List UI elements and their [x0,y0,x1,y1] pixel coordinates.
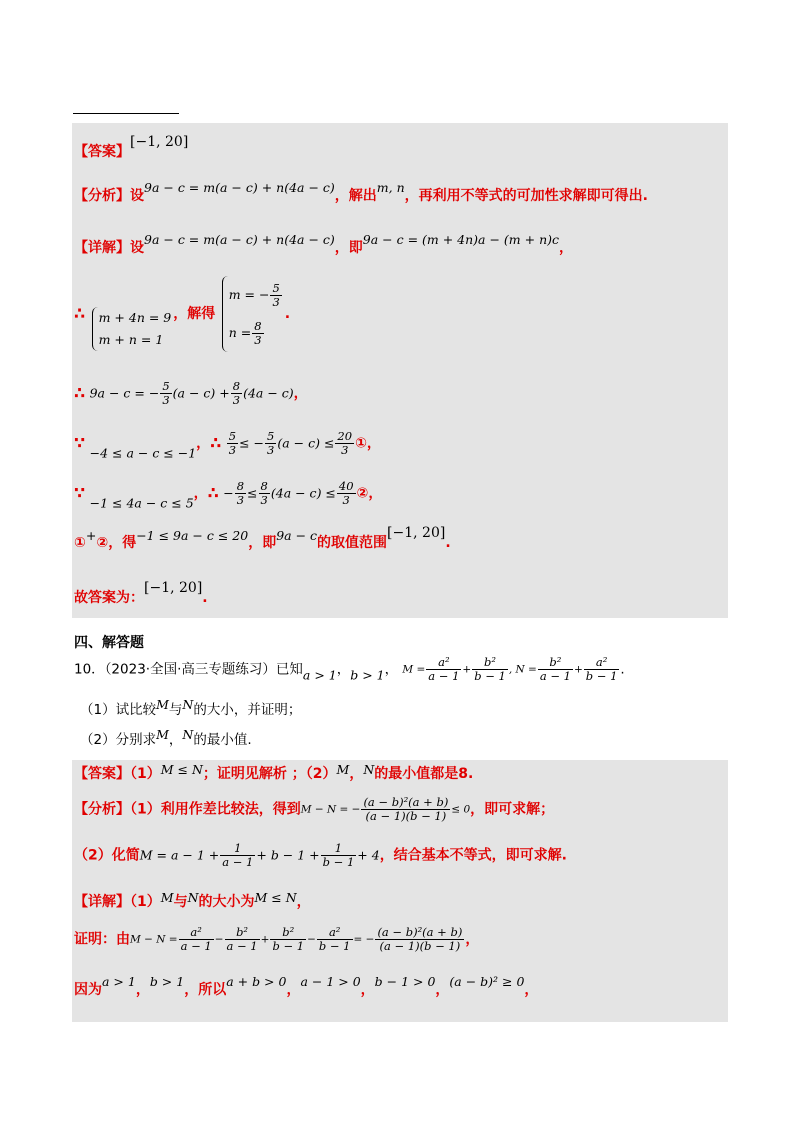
q10-analysis2-b: ，结合基本不等式，即可求解. [379,847,568,864]
section-title: 四、解答题 [74,635,144,651]
q10-analysis2-f2-den: b − 1 [322,855,355,869]
footnote-rule [73,113,179,114]
sol-n-den: 3 [254,333,262,347]
q10-proof-a: 证明：由 [74,931,130,948]
equation-system [92,307,172,351]
ineq2-mark: ②， [356,485,383,502]
q10-because-b: ，所以 [184,982,227,998]
q10-analysis1-a: （1）利用作差比较法，得到 [130,801,301,818]
express-f1-den: 3 [162,393,170,407]
q10-analysis1-num: (a − b)²(a + b) [363,795,449,809]
question-end: . [620,661,625,678]
q10-answer-rel: M ≤ N [160,762,203,777]
express-f1-num: 5 [162,379,170,393]
part2-text-b: ， [168,732,183,748]
therefore-symbol: ∴ [210,433,222,453]
q10-proof-fraction-4 [317,926,353,953]
q10-proof-f3-num: b² [270,926,306,940]
ineq2-fraction-2 [259,480,270,507]
question-M-f1-num: a² [426,656,461,670]
question-N-fraction-2 [584,656,620,683]
q10-proof-f4-num: a² [317,926,353,940]
therefore-symbol: ∴ [74,304,86,323]
q10-analysis2-f1-num: 1 [220,842,255,856]
sum-mid: ，即 [248,535,277,551]
sol-n-fraction [252,320,263,347]
q10-analysis-label: 【分析】 [74,801,130,818]
question-M-fraction-2 [472,656,508,683]
inequality-1-line [74,430,381,464]
final-period: . [202,590,208,606]
q10-analysis2-fraction-1 [220,842,255,869]
ineq2-fraction-3 [337,480,356,507]
q10-answer-line [74,764,473,784]
ineq2-f2-num: 8 [260,479,268,493]
q10-because-c5: b − 1 > 0 [374,974,436,989]
q10-because-c1: a > 1 [102,974,136,989]
q10-because-c4: a − 1 > 0 [300,974,361,989]
question-number: 10． [74,661,105,678]
question-N-f1-num: b² [538,656,573,670]
part1-text-c: 的大小，并证明； [193,702,302,718]
system-period: . [284,306,291,322]
final-value: [−1, 20] [144,580,203,596]
question-M-f2-num: b² [472,656,508,670]
q10-proof-m3: − [307,933,316,946]
ineq1-f3-den: 3 [341,443,349,457]
express-line [74,380,308,407]
question-M-left: M = [402,663,426,676]
sol-m-left: m = − [228,287,270,302]
question-M-fraction-1 [426,656,461,683]
q10-proof-f2-num: b² [225,926,260,940]
ineq1-f1-num: 5 [228,429,237,443]
ineq1-f2-den: 3 [267,443,275,457]
question-N-plus: + [573,663,583,676]
q10-because-s3: ， [286,982,301,998]
q10-because-c6: (a − b)² ≥ 0 [449,974,525,989]
sum-plus: + [85,528,97,543]
q10-analysis1-right: ≤ 0 [451,803,471,816]
ineq2-given: −1 ≤ 4a − c ≤ 5 [89,495,194,511]
q10-detail-c: 的大小为 [198,894,255,910]
part1-N: N [182,697,194,712]
q10-proof-m2: + [260,933,270,946]
question-source: （2023·全国·高三专题练习）已知 [104,661,303,678]
q10-answer-sep: ， [349,766,364,782]
q10-because-line [74,974,539,1000]
ineq1-mid: ≤ − [239,435,265,451]
q10-proof-left: M − N = [130,933,178,946]
final-answer-line [74,580,208,608]
question-stem [74,656,625,686]
ineq2-f3-num: 40 [338,479,354,493]
part2-M: M [156,727,169,742]
analysis-mid: ，解出 [334,188,377,204]
q10-proof-m1: − [214,933,224,946]
q10-answer-p2b: 的最小值都是8. [374,766,474,782]
express-comma: ， [293,385,308,402]
detail-formula-2: 9a − c = (m + 4n)a − (m + n)c [362,232,560,247]
part2-text-c: 的最小值. [193,732,252,748]
analysis-label: 【分析】 [74,188,130,204]
q10-answer-N: N [363,762,375,777]
sum-prefix: ① [74,535,86,551]
q10-detail-N: N [187,890,199,905]
question-sep: ， [336,661,351,678]
q10-because-a: 因为 [74,982,102,998]
solution-system [222,276,283,352]
because-symbol: ∵ [74,483,86,503]
q10-because-s4: ， [360,982,375,998]
q10-analysis2-mid: + b − 1 + [256,847,320,863]
q10-answer-p1b: ；证明见解析 ；（2） [202,766,337,782]
part1-text-b: 与 [168,702,183,718]
ineq1-given: −4 ≤ a − c ≤ −1 [89,445,197,461]
detail-end: ， [559,240,574,256]
q10-analysis1-den: (a − 1)(b − 1) [365,809,447,823]
q10-answer-p1: （1） [130,766,161,782]
detail-formula-1: 9a − c = m(a − c) + n(4a − c) [144,232,335,247]
ineq1-fraction-2 [265,430,276,457]
sum-suffix: 的取值范围 [317,535,388,551]
q10-detail-label: 【详解】 [74,894,130,910]
question-M-plus: + [462,663,472,676]
ineq1-f3-num: 20 [337,429,353,443]
q10-detail-b: 与 [173,894,188,910]
ineq2-f3-den: 3 [342,493,350,507]
answer-value: [−1, 20] [130,134,189,150]
q10-proof-fraction-3 [270,926,306,953]
q10-proof-f5-num: (a − b)²(a + b) [377,925,463,939]
system-line [74,276,290,352]
q10-because-end: ， [524,982,539,998]
q10-analysis1-fraction [361,796,450,823]
q10-proof-fraction-5 [375,926,464,953]
sum-formula: −1 ≤ 9a − c ≤ 20 [136,528,249,543]
ineq1-comma: ， [196,435,211,452]
question-cond-b: b > 1 [350,667,385,683]
ineq1-mark: ①， [355,435,381,452]
question-sep: ， [384,661,399,678]
q10-analysis2-left: M = a − 1 + [139,847,220,863]
ineq2-f1-num: 8 [236,479,245,493]
q10-analysis2-f2-num: 1 [321,842,357,856]
q10-proof-f4-den: b − 1 [318,939,351,953]
q10-answer-M: M [336,762,350,777]
express-right: (4a − c) [243,385,294,401]
q10-analysis2-f1-den: a − 1 [222,855,254,869]
sum-line [74,525,451,553]
question-N-f2-den: b − 1 [585,669,618,683]
ineq2-mid: ≤ [247,485,258,501]
sol-m-num: 5 [272,281,280,295]
final-label: 故答案为： [74,590,144,606]
q10-because-c2: b > 1 [149,974,185,989]
part1-text-a: （1）试比较 [80,702,157,718]
therefore-symbol: ∴ [207,483,219,503]
question-part-2 [80,727,252,750]
sum-range: [−1, 20] [387,525,446,541]
q10-proof-fraction-1 [179,926,214,953]
analysis-line [74,180,648,206]
sol-n-left: n = [228,325,252,340]
express-mid: (a − c) + [172,385,230,401]
question-part-1 [80,697,302,720]
q10-detail-rel: M ≤ N [254,890,297,905]
sum-period: . [445,535,451,551]
system-eq-2: m + n = 1 [98,332,164,347]
q10-detail-M: M [160,890,174,905]
sum-var: 9a − c [276,528,318,543]
sol-n-num: 8 [254,319,262,333]
q10-proof-f2-den: a − 1 [226,939,258,953]
question-N-f1-den: a − 1 [539,669,571,683]
q10-because-c3: a + b > 0 [226,974,287,989]
express-fraction-2 [231,380,242,407]
q10-because-s1: ， [135,982,150,998]
ineq1-f1-den: 3 [228,443,237,457]
ineq2-fraction-1 [235,480,246,507]
q10-analysis2-a: （2）化简 [74,847,140,864]
ineq2-lead: − [223,485,234,501]
q10-proof-end: ， [465,931,480,948]
ineq1-mid2: (a − c) ≤ [277,435,335,451]
part1-M: M [156,697,169,712]
q10-proof-f5-den: (a − 1)(b − 1) [379,939,461,953]
q10-proof-f1-den: a − 1 [180,939,212,953]
q10-analysis2-fraction-2 [321,842,357,869]
q10-because-s5: ， [435,982,450,998]
q10-answer-label: 【答案】 [74,766,130,782]
system-eq-1: m + 4n = 9 [98,310,172,325]
ineq2-f2-den: 3 [260,493,268,507]
express-f2-den: 3 [232,393,241,407]
detail-label: 【详解】 [74,240,130,256]
ineq2-comma: ， [193,485,208,502]
ineq1-fraction-1 [227,430,238,457]
question-M-f2-den: b − 1 [474,669,506,683]
q10-proof-line [74,926,479,953]
question-N-fraction-1 [538,656,573,683]
question-N-left: , N = [508,663,537,676]
analysis-vars: m, n [376,180,405,195]
question-N-f2-num: a² [584,656,620,670]
q10-analysis2-right: + 4 [357,847,380,863]
q10-analysis-1-line [74,796,554,823]
ineq1-fraction-3 [335,430,354,457]
express-f2-num: 8 [232,379,241,393]
inequality-2-line [74,480,382,514]
q10-proof-f1-num: a² [179,926,214,940]
q10-detail-a: （1） [130,894,161,910]
question-M-f1-den: a − 1 [428,669,460,683]
detail-line [74,232,574,258]
express-fraction-1 [160,380,171,407]
ineq1-f2-num: 5 [267,429,275,443]
q10-detail-line [74,892,311,912]
sol-m-fraction [270,282,281,309]
solve-text: ，解得 [173,306,216,322]
q10-proof-fraction-2 [225,926,260,953]
ineq2-f1-den: 3 [236,493,245,507]
detail-mid: ，即 [334,240,363,256]
therefore-symbol: ∴ [74,383,86,403]
analysis-formula: 9a − c = m(a − c) + n(4a − c) [144,180,335,195]
part2-text-a: （2）分别求 [80,732,157,748]
analysis-prefix: 设 [130,188,144,204]
express-left: 9a − c = − [89,385,160,401]
answer-label: 【答案】 [74,144,130,160]
analysis-suffix: ，再利用不等式的可加性求解即可得出. [404,188,648,204]
ineq2-mid2: (4a − c) ≤ [270,485,336,501]
q10-detail-d: ， [296,894,311,910]
q10-proof-eq: = − [353,933,375,946]
answer-line [74,132,189,160]
because-symbol: ∵ [74,433,86,453]
sol-m-den: 3 [272,295,280,309]
q10-analysis1-left: M − N = − [300,803,361,816]
q10-analysis1-b: ，即可求解； [470,801,555,818]
part2-N: N [182,727,194,742]
q10-proof-f3-den: b − 1 [272,939,305,953]
q10-analysis-2-line [74,842,567,869]
detail-prefix: 设 [130,240,144,256]
question-cond-a: a > 1 [302,667,337,683]
sum-text: ②，得 [96,535,137,551]
